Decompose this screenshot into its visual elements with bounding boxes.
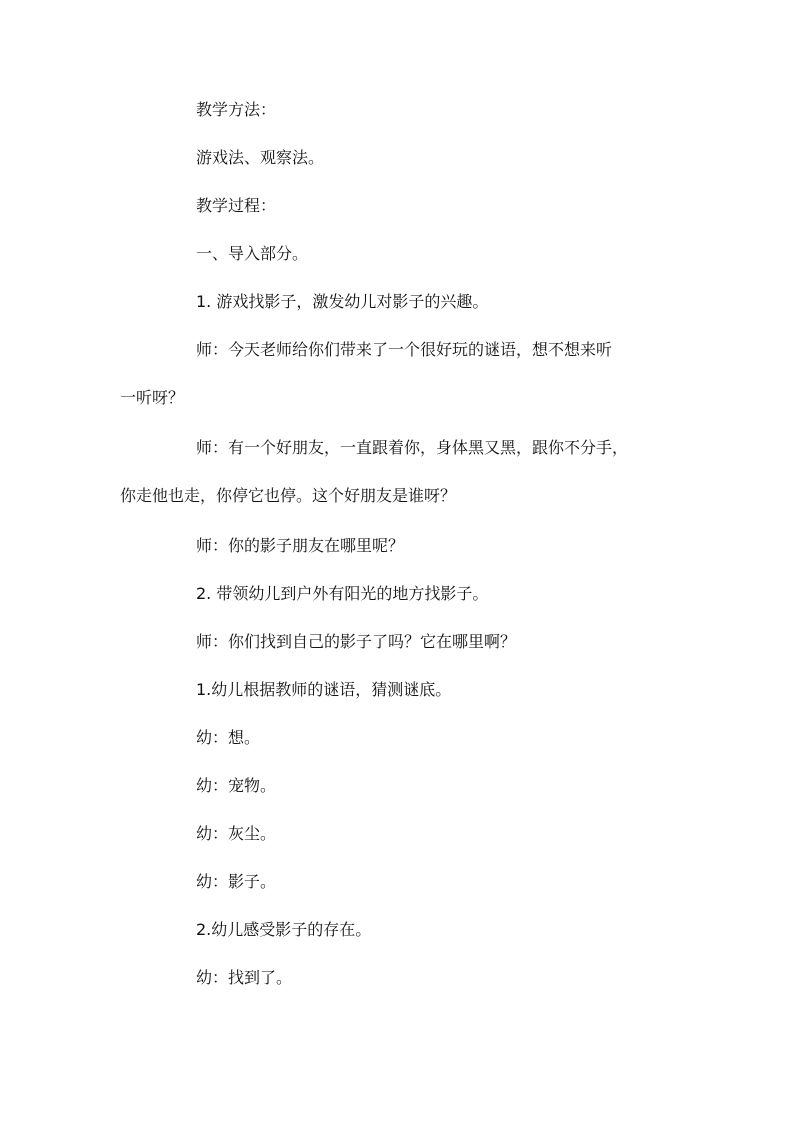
paragraph-teaching-method-content: 游戏法、观察法。 (196, 148, 325, 167)
paragraph-child-answer-4: 幼：影子。 (196, 872, 277, 891)
paragraph-teacher-question-found-shadow: 师：你们找到自己的影子了吗？它在哪里啊？ (196, 632, 517, 651)
paragraph-step-2-find-shadow-outside: 2. 带领幼儿到户外有阳光的地方找影子。 (196, 584, 489, 603)
paragraph-line: 一听呀？ (120, 388, 185, 407)
paragraph-line: 你走他也走，你停它也停。这个好朋友是谁呀？ (120, 486, 457, 505)
paragraph-teaching-method-heading: 教学方法： (196, 100, 277, 119)
paragraph-teacher-question-shadow-friend: 师：你的影子朋友在哪里呢？ (196, 536, 405, 555)
paragraph-child-feel-shadow: 2.幼儿感受影子的存在。 (196, 920, 372, 939)
paragraph-step-1-shadow-game: 1. 游戏找影子，激发幼儿对影子的兴趣。 (196, 292, 489, 311)
paragraph-teaching-process-heading: 教学过程： (196, 196, 277, 215)
paragraph-teacher-riddle-content (120, 438, 680, 506)
paragraph-child-answer-3: 幼：灰尘。 (196, 824, 277, 843)
paragraph-line: 师：有一个好朋友，一直跟着你，身体黑又黑，跟你不分手， (196, 438, 629, 457)
paragraph-child-found-it: 幼：找到了。 (196, 968, 293, 987)
paragraph-line: 师：今天老师给你们带来了一个很好玩的谜语，想不想来听 (196, 340, 613, 359)
paragraph-section-introduction: 一、导入部分。 (196, 244, 309, 263)
paragraph-child-guess-riddle: 1.幼儿根据教师的谜语，猜测谜底。 (196, 680, 452, 699)
paragraph-child-answer-2: 幼：宠物。 (196, 776, 277, 795)
paragraph-teacher-riddle-intro (120, 340, 680, 408)
paragraph-child-answer-1: 幼：想。 (196, 728, 261, 747)
